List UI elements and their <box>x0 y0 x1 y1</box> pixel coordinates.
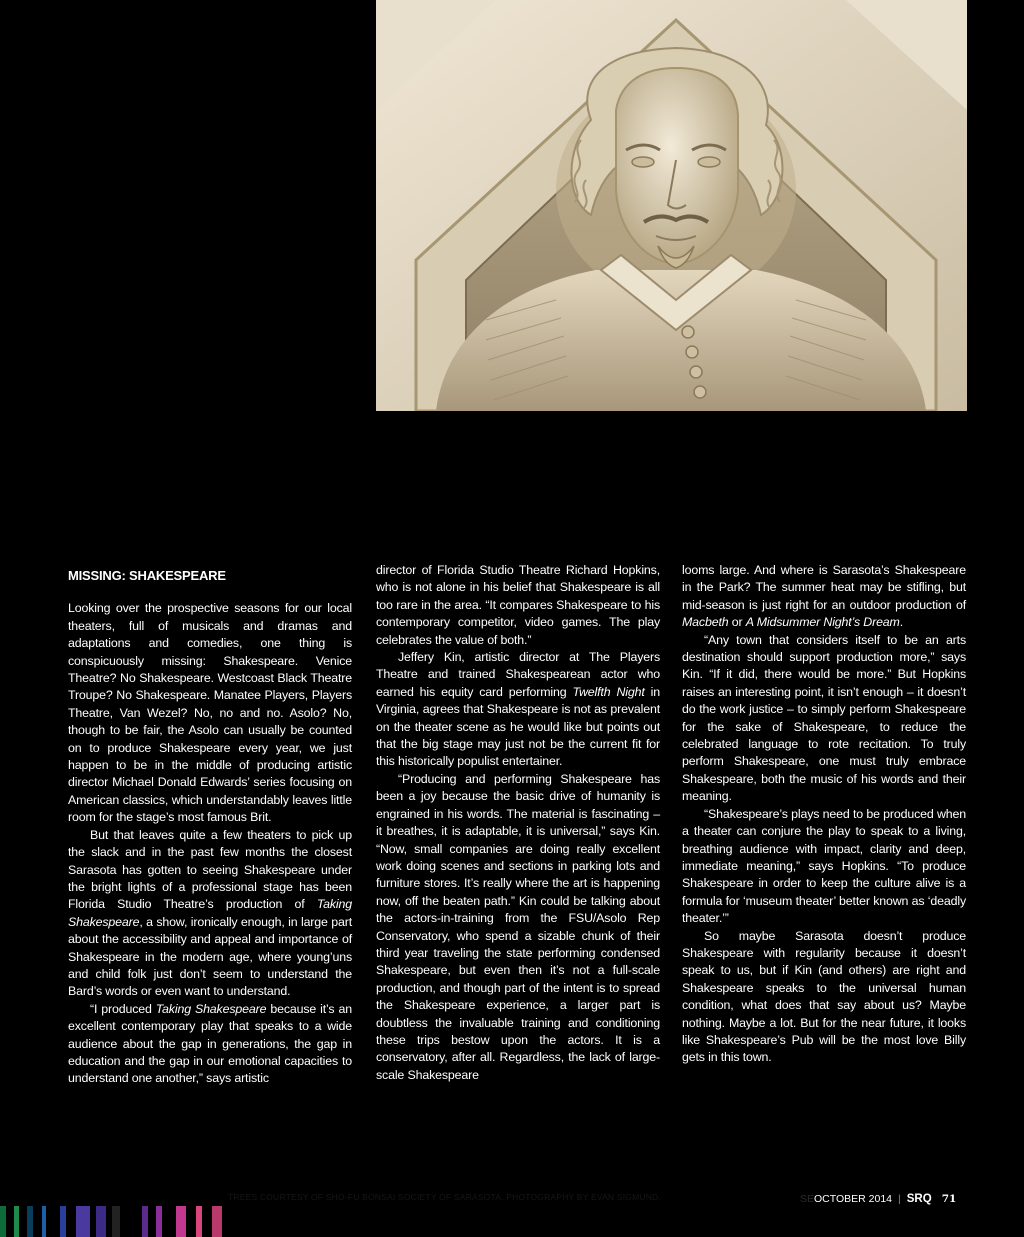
paragraph: But that leaves quite a few theaters to pick up the slack and in the past few months the closest Sarasota has gotten to seeing Shakespeare under the bright lights of a professional stage has been Florida Studio Theatre’s production of Taking Shakespeare, a show, ironically enough, in large part about the accessibility and appeal and importance of Shakespeare in the modern age, where young’uns and child folk just don’t seem to understand the Bard’s words or even want to understand. <box>68 827 352 999</box>
color-bar <box>60 1206 66 1237</box>
color-bar <box>0 1206 6 1237</box>
color-bar <box>27 1206 33 1237</box>
color-bar <box>142 1206 148 1237</box>
paragraph: looms large. And where is Sarasota’s Shakespeare in the Park? The summer heat may be stifling, but mid-season is just right for an outdoor production of Macbeth or A Midsummer Night’s Dream. <box>682 563 966 630</box>
article-column-2 <box>376 562 660 1084</box>
paragraph: “Any town that considers itself to be an arts destination should support production more,” says Kin. “If it did, there would be more.” But Hopkins raises an interesting point, it isn’t enough – it doesn’t do the work justice – to simply perform Shakespeare for the sake of Shakespeare, to reduce the celebrated language to rote recitation. To truly perform Shakespeare, one must truly embrace Shakespeare, both the music of his words and their meaning. <box>682 632 966 804</box>
color-bar <box>212 1206 222 1237</box>
color-bar <box>14 1206 19 1237</box>
paragraph: Jeffery Kin, artistic director at The Players Theatre and trained Shakespearean actor who earned his equity card performing Twelfth Night in Virginia, agrees that Shakespeare is not as prevalent on the theater scene as he would like but points out that the big stage may just not be the current fit for this historically populist entertainer. <box>376 650 661 769</box>
color-bar <box>156 1206 162 1237</box>
folio-separator: | <box>898 1193 901 1205</box>
shakespeare-bust-photo <box>376 0 967 411</box>
issue-date: OCTOBER 2014 <box>814 1193 893 1205</box>
color-bar <box>76 1206 90 1237</box>
paragraph: “I produced Taking Shakespeare because it’s an excellent contemporary play that speaks to a wide audience about the gap in generations, the gap in education and the gap in our emotional capacities to understand one another,” says artistic <box>68 1001 352 1086</box>
color-bar <box>176 1206 186 1237</box>
color-bar <box>96 1206 106 1237</box>
article-column-1 <box>68 562 352 1088</box>
color-bar <box>196 1206 202 1237</box>
bust-illustration <box>376 0 967 411</box>
paragraph: Looking over the prospective seasons for our local theaters, full of musicals and dramas and adaptations and comedies, one thing is conspicuously missing: Shakespeare. Venice Theatre? No Shakespeare. Westcoast Black Theatre Troupe? No Shakespeare. Manatee Players, Players Theatre, Van Wezel? No, no and no. Asolo? No, though to be fair, the Asolo can usually be counted on to produce Shakespeare every year, we just happen to be in the middle of producing artistic director Michael Donald Edwards’ series focusing on American classics, which understandably leaves little room for the stage’s most famous Brit. <box>68 601 352 825</box>
paragraph: director of Florida Studio Theatre Richard Hopkins, who is not alone in his belief that Shakespeare is all too rare in the area. “It compares Shakespeare to his contemporary competitor, video games. The play celebrates the value of both.” <box>376 563 660 647</box>
color-bar <box>112 1206 120 1237</box>
paragraph: So maybe Sarasota doesn’t produce Shakespeare with regularity because it doesn’t speak to us, but if Kin (and others) are right and Shakespeare speaks to the universal human condition, what does that say about us? Maybe nothing. Maybe a lot. But for the near future, it looks like Shakespeare’s Pub will be the most love Billy gets in this town. <box>682 928 966 1065</box>
color-bar-strip <box>0 1206 230 1237</box>
page-number: 71 <box>941 1193 957 1205</box>
color-bar <box>42 1206 46 1237</box>
folio-ghost-text: SE <box>800 1193 815 1205</box>
page-folio <box>800 1193 956 1205</box>
paragraph: “Producing and performing Shakespeare has been a joy because the basic drive of humanity is engrained in his words. The material is fascinating – it breathes, it is adaptable, it is universal,” says Kin. “Now, small companies are doing really excellent work doing scenes and sections in parking lots and furniture stores. It’s really where the art is happening now, off the beaten path.” Kin could be talking about the actors-in-training from the FSU/Asolo Rep Conservatory, who spend a sizable chunk of their third year traveling the state performing condensed Shakespeare, but even then it’s not a full-scale production, and though part of the intent is to spread the Shakespeare experience, a larger part is doubtless the invaluable training and conditioning these trips bestow upon the actors. It is a conservatory, after all. Regardless, the lack of large-scale Shakespeare <box>376 771 660 1082</box>
photo-credit: TREES COURTESY OF SHO-FU BONSAI SOCIETY OF SARASOTA. PHOTOGRAPHY BY EVAN SIGMUND. <box>228 1192 661 1202</box>
magazine-name: SRQ <box>906 1193 932 1205</box>
paragraph: “Shakespeare’s plays need to be produced when a theater can conjure the play to speak to a living, breathing audience with impact, clarity and deep, immediate meaning,” says Hopkins. “To produce Shakespeare in order to keep the culture alive is a formula for ‘museum theater’ better known as ‘deadly theater.’” <box>682 806 966 926</box>
article-column-3 <box>682 562 966 1067</box>
article-headline: MISSING: SHAKESPEARE <box>68 568 226 583</box>
